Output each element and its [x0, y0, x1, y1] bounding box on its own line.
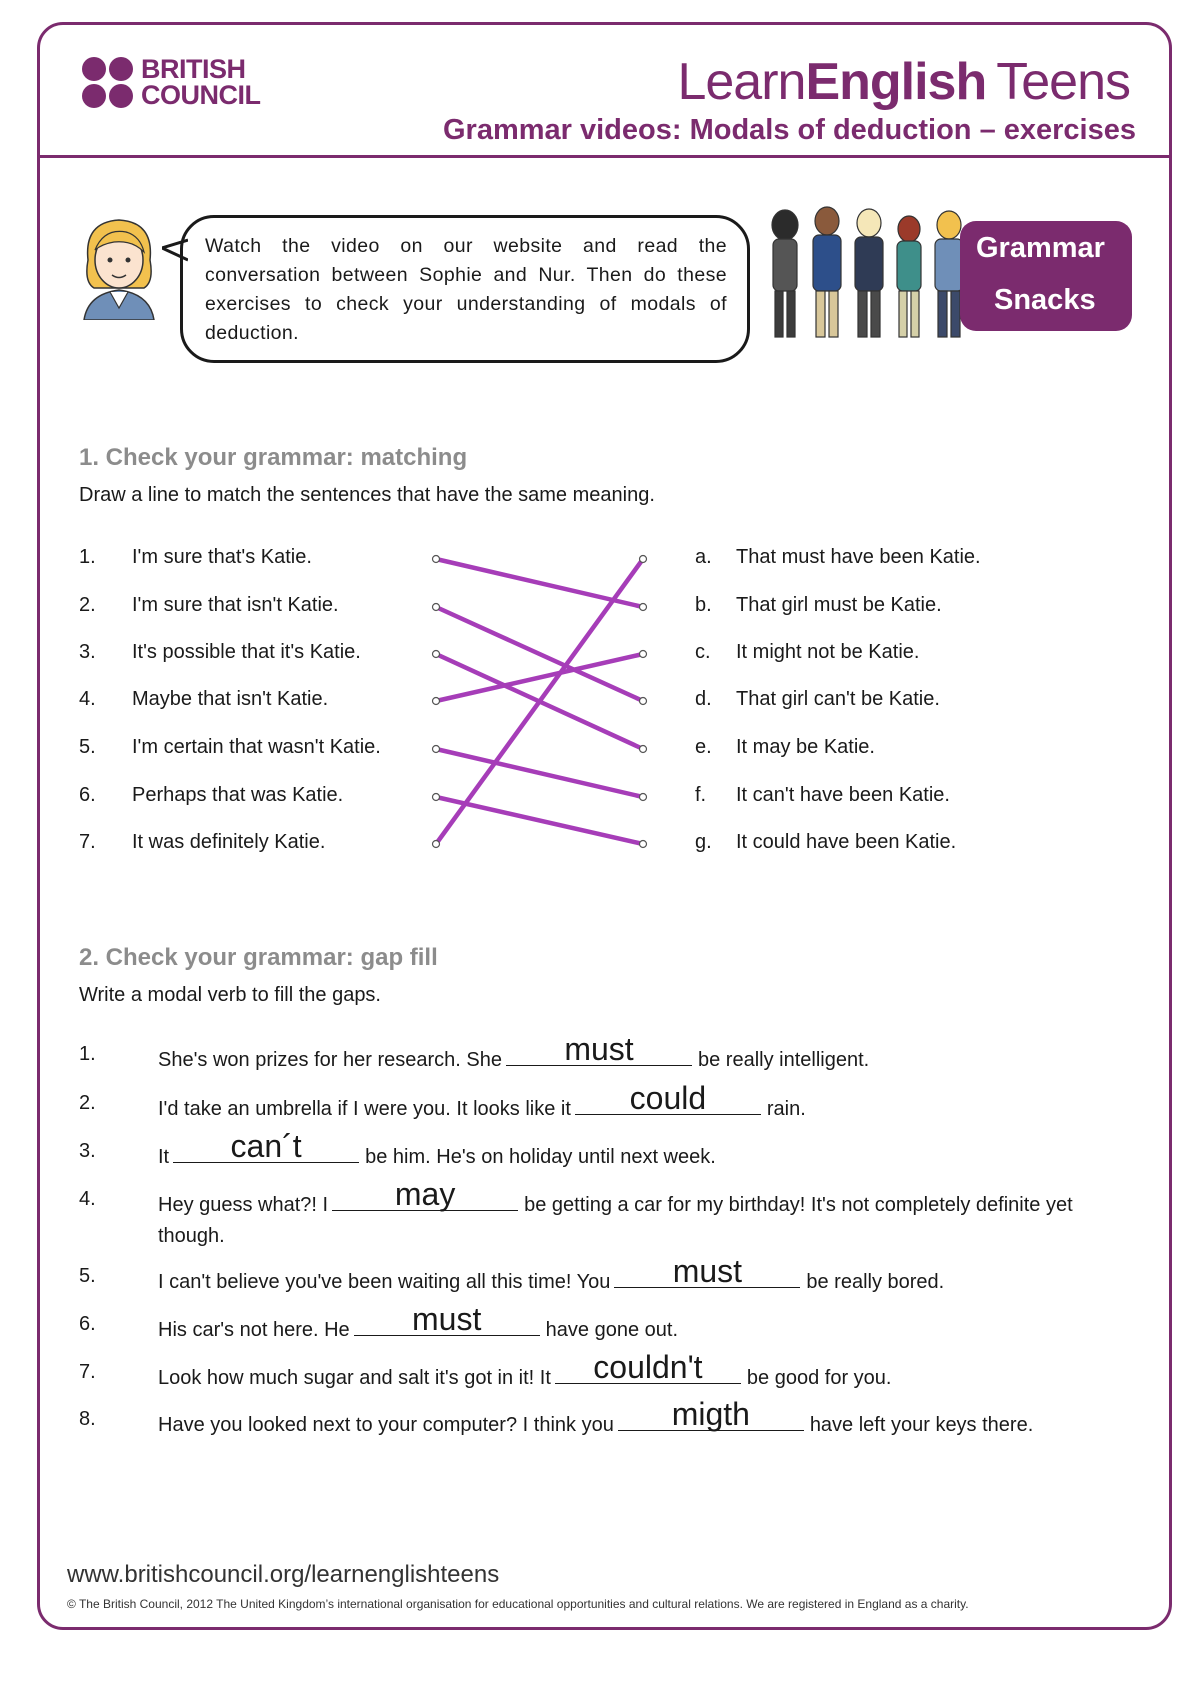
match-right-letter: g.	[695, 831, 712, 853]
gap-text-after: be really intelligent.	[697, 1049, 870, 1071]
gap-text-after: have gone out.	[545, 1319, 679, 1341]
match-right-text: That girl can't be Katie.	[736, 688, 940, 710]
gap-text-after: have left your keys there.	[809, 1414, 1034, 1436]
match-left-text: I'm certain that wasn't Katie.	[132, 736, 381, 758]
match-left-number: 3.	[79, 641, 96, 663]
match-right-letter: d.	[695, 688, 712, 710]
handwritten-answer: must	[412, 1301, 482, 1337]
section2-instruction: Write a modal verb to fill the gaps.	[79, 984, 381, 1006]
match-left-text: Maybe that isn't Katie.	[132, 688, 329, 710]
badge-word-grammar: Grammar	[976, 232, 1105, 264]
answer-blank[interactable]	[555, 1349, 741, 1385]
match-left-text: I'm sure that's Katie.	[132, 546, 312, 568]
match-right-text: It might not be Katie.	[736, 641, 920, 663]
gap-text-before: Have you looked next to your computer? I think you	[158, 1414, 614, 1436]
answer-blank[interactable]	[332, 1176, 518, 1212]
gap-text-after: be really bored.	[806, 1271, 945, 1293]
handwritten-answer: could	[629, 1080, 707, 1116]
match-left-number: 5.	[79, 736, 96, 758]
match-left-text: It's possible that it's Katie.	[132, 641, 361, 663]
gap-text-before: I'd take an umbrella if I were you. It looks like it	[158, 1098, 571, 1120]
gap-item-number: 1.	[79, 1043, 96, 1065]
footer-url[interactable]: www.britishcouncil.org/learnenglishteens	[67, 1561, 500, 1588]
gap-item-number: 4.	[79, 1188, 96, 1210]
speech-bubble	[180, 215, 750, 363]
brand-teens: Teens	[996, 53, 1130, 111]
gap-text-after: be good for you.	[746, 1367, 892, 1389]
gap-text-after: rain.	[766, 1098, 806, 1120]
handwritten-answer: may	[394, 1176, 456, 1212]
badge-word-snacks: Snacks	[994, 284, 1096, 316]
answer-blank[interactable]	[575, 1080, 761, 1116]
gap-item-number: 6.	[79, 1313, 96, 1335]
match-left-text: Perhaps that was Katie.	[132, 784, 344, 806]
gap-text-after: be him. He's on holiday until next week.	[365, 1146, 716, 1168]
gap-text-before: His car's not here. He	[158, 1319, 350, 1341]
header-divider	[37, 155, 1172, 158]
teen-characters-illustration	[763, 205, 983, 343]
match-left-text: I'm sure that isn't Katie.	[132, 594, 339, 616]
gap-text-before: I can't believe you've been waiting all this time! You	[158, 1271, 611, 1293]
learnenglish-teens-logo	[677, 52, 1130, 112]
gap-item-number: 3.	[79, 1140, 96, 1162]
match-right-letter: f.	[695, 784, 707, 806]
match-left-number: 2.	[79, 594, 96, 616]
match-left-number: 7.	[79, 831, 96, 853]
answer-blank[interactable]	[173, 1128, 359, 1164]
logo-line-2: COUNCIL	[141, 80, 261, 110]
handwritten-answer: can´t	[230, 1128, 302, 1164]
section1-instruction: Draw a line to match the sentences that have the same meaning.	[79, 484, 655, 506]
intro-text: Watch the video on our website and read the conversation between Sophie and Nur. Then do these exercises to check your understanding of modals of deduction.	[205, 235, 727, 344]
section1-heading: 1. Check your grammar: matching	[79, 444, 468, 471]
logo-dots-icon	[82, 57, 133, 108]
answer-blank[interactable]	[354, 1301, 540, 1337]
match-right-text: It can't have been Katie.	[736, 784, 950, 806]
answer-blank[interactable]	[618, 1396, 804, 1432]
match-right-letter: c.	[695, 641, 711, 663]
gap-item-number: 7.	[79, 1361, 96, 1383]
section2-heading: 2. Check your grammar: gap fill	[79, 944, 438, 971]
gap-item-number: 5.	[79, 1265, 96, 1287]
footer-copyright: © The British Council, 2012 The United Kingdom’s international organisation for educational opportunities and cultural relations. We are registered in England as a charity.	[67, 1597, 969, 1611]
brand-learn: Learn	[677, 53, 806, 111]
match-left-number: 4.	[79, 688, 96, 710]
sophie-avatar-icon	[74, 212, 164, 320]
match-left-number: 6.	[79, 784, 96, 806]
gap-item-number: 2.	[79, 1092, 96, 1114]
handwritten-answer: must	[564, 1031, 634, 1067]
gap-text-before: Hey guess what?! I	[158, 1194, 329, 1216]
british-council-logo	[82, 56, 261, 108]
gap-text-before: It	[158, 1146, 170, 1168]
match-right-text: That must have been Katie.	[736, 546, 981, 568]
answer-blank[interactable]	[506, 1031, 692, 1067]
match-right-letter: b.	[695, 594, 712, 616]
logo-line-1: BRITISH	[141, 54, 246, 84]
handwritten-answer: couldn't	[593, 1349, 703, 1385]
match-right-letter: a.	[695, 546, 712, 568]
match-left-text: It was definitely Katie.	[132, 831, 326, 853]
brand-english: English	[805, 53, 987, 111]
gap-text-after: be getting a car for my birthday! It's not completely definite yet though.	[158, 1194, 1073, 1247]
answer-blank[interactable]	[614, 1253, 800, 1289]
match-right-letter: e.	[695, 736, 712, 758]
match-right-text: That girl must be Katie.	[736, 594, 942, 616]
gap-item-number: 8.	[79, 1408, 96, 1430]
page-title: Grammar videos: Modals of deduction – exercises	[442, 114, 1136, 146]
match-left-number: 1.	[79, 546, 96, 568]
match-right-text: It may be Katie.	[736, 736, 875, 758]
gap-text-before: Look how much sugar and salt it's got in it! It	[158, 1367, 551, 1389]
handwritten-answer: migth	[671, 1396, 750, 1432]
handwritten-answer: must	[672, 1253, 743, 1289]
gap-text-before: She's won prizes for her research. She	[158, 1049, 502, 1071]
match-right-text: It could have been Katie.	[736, 831, 957, 853]
